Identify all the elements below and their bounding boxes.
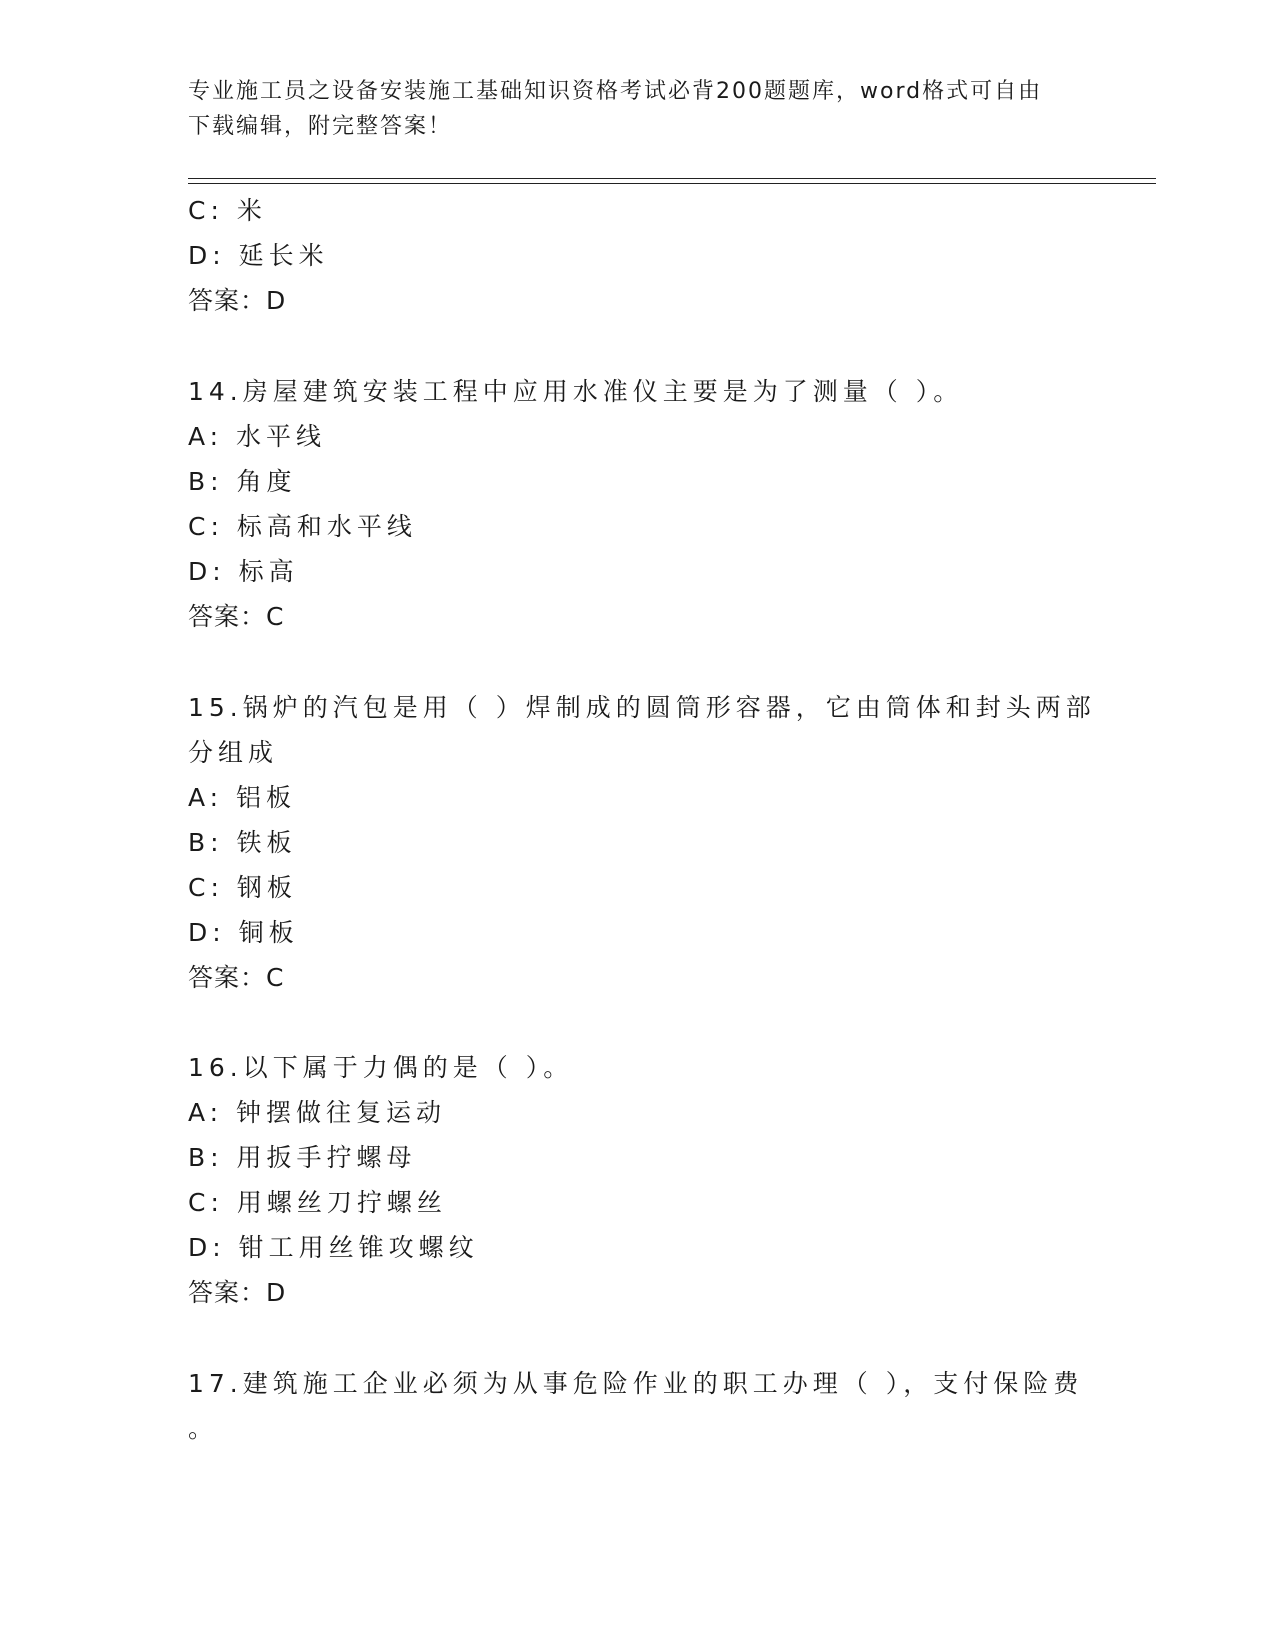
- q16-option-d: D: 钳工用丝锥攻螺纹: [188, 1233, 479, 1262]
- q15-option-d: D: 铜板: [188, 918, 299, 947]
- q14-option-c: C: 标高和水平线: [188, 512, 417, 541]
- q16-stem: 16.以下属于力偶的是（ ）。: [188, 1053, 574, 1082]
- q14-option-a: A: 水平线: [188, 422, 327, 451]
- q17-stem-line-1: 17.建筑施工企业必须为从事危险作业的职工办理（ ），支付保险费: [188, 1369, 1084, 1398]
- q16-option-c: C: 用螺丝刀拧螺丝: [188, 1188, 447, 1217]
- q15-option-c: C: 钢板: [188, 873, 297, 902]
- q15-option-b: B: 铁板: [188, 828, 297, 857]
- q16-answer: 答案：D: [188, 1278, 287, 1307]
- q13-option-c: C: 米: [188, 196, 267, 225]
- q14-option-b: B: 角度: [188, 467, 297, 496]
- q15-stem-line-2: 分组成: [188, 738, 279, 767]
- q16-option-b: B: 用扳手拧螺母: [188, 1143, 417, 1172]
- header-title-line-2: 下载编辑，附完整答案！: [188, 114, 453, 139]
- q13-answer: 答案：D: [188, 286, 287, 315]
- q14-option-d: D: 标高: [188, 557, 299, 586]
- q13-option-d: D: 延长米: [188, 241, 329, 270]
- header-title-line-1: 专业施工员之设备安装施工基础知识资格考试必背200题题库，word格式可自由: [188, 79, 1043, 104]
- page-header: [188, 74, 1068, 144]
- header-divider-bottom: [188, 183, 1156, 184]
- header-divider-top: [188, 178, 1156, 179]
- q15-option-a: A: 铝板: [188, 783, 297, 812]
- q16-option-a: A: 钟摆做往复运动: [188, 1098, 447, 1127]
- q15-answer: 答案：C: [188, 963, 285, 992]
- q17-stem-line-2: 。: [188, 1414, 219, 1443]
- q14-stem: 14.房屋建筑安装工程中应用水准仪主要是为了测量（ ）。: [188, 377, 964, 406]
- q15-stem-line-1: 15.锅炉的汽包是用（ ）焊制成的圆筒形容器，它由筒体和封头两部: [188, 693, 1096, 722]
- q14-answer: 答案：C: [188, 602, 285, 631]
